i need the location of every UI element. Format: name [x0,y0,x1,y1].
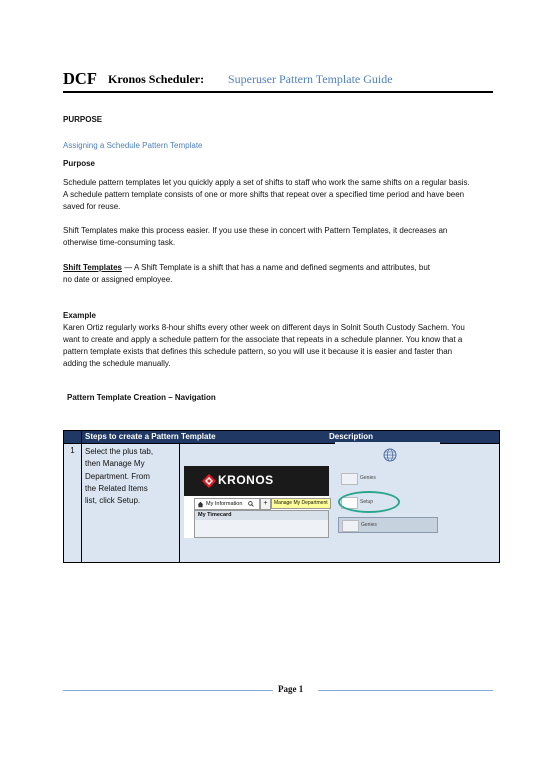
example-line: pattern template exists that defines this schedule pattern, so you will use it because it is easier and faster than [63,347,453,356]
my-timecard-panel [194,510,329,538]
footer-rule-right [318,690,493,691]
step-number: 1 [70,446,75,455]
paragraph1-line: saved for reuse. [63,202,121,211]
example-line: Karen Ortiz regularly works 8-hour shifts every other week on different days in Solnit South Custody Sachem. You [63,323,465,332]
paragraph1-line: Schedule pattern templates let you quickly apply a set of shifts to staff who work the same shifts on a regular basis. [63,178,470,187]
shift-templates-definition [63,262,430,274]
globe-icon [383,448,397,462]
shift-templates-term: Shift Templates [63,263,122,272]
shift-templates-line2: no date or assigned employee. [63,275,173,284]
step-number-cell [64,444,82,563]
page-number: Page 1 [278,684,304,694]
related-item-label: Setup [360,499,374,505]
header-product: Kronos Scheduler: [108,72,205,86]
table-header-blank [64,431,82,444]
tab-my-information-label: My Information [206,501,243,507]
table-header-steps: Steps to create a Pattern Template [85,432,216,441]
header-org: DCF [63,69,97,88]
step-text-cell [82,444,180,563]
example-heading: Example [63,311,96,320]
footer-rule-left [63,690,273,691]
related-item-label: Genies [361,522,377,528]
related-item-label: Genies [360,475,376,481]
table-header-description: Description [329,432,374,441]
section-link[interactable]: Assigning a Schedule Pattern Template [63,141,203,150]
plus-tab[interactable]: + [260,498,271,510]
kronos-logo-text: KRONOS [218,473,274,487]
example-line: adding the schedule manually. [63,359,171,368]
navigation-heading: Pattern Template Creation – Navigation [67,393,216,402]
example-line: want to create and apply a schedule pattern for the associate that repeats in a schedule planner. You know that a [63,335,463,344]
related-item-genies-selected[interactable] [338,517,438,533]
paragraph1-line: A schedule pattern template consists of one or more shifts that repeat over a specified time period and have been [63,190,465,199]
kronos-screenshot [184,466,329,538]
header-subtitle: Superuser Pattern Template Guide [228,72,393,86]
tab-my-information[interactable] [194,498,260,510]
manage-my-department-tooltip[interactable]: Manage My Department [271,498,331,509]
related-item-genies[interactable] [338,471,436,485]
home-icon [197,501,204,508]
header-rule [63,91,493,93]
purpose-subheading: Purpose [63,159,96,168]
purpose-heading: PURPOSE [63,115,103,124]
genies-icon [341,473,358,485]
related-items-panel [335,442,440,537]
document-header [63,69,493,89]
paragraph2-line: Shift Templates make this process easier. If you use these in concert with Pattern Templates, it decreases an [63,226,448,235]
step-text: Select the plus tab, then Manage My Department. From the Related Items list, click Setup. [85,447,154,506]
shift-templates-text: — A Shift Template is a shift that has a name and defined segments and attributes, but [121,263,431,272]
my-timecard-title: My Timecard [195,511,328,520]
paragraph2-line: otherwise time-consuming task. [63,238,176,247]
search-icon [248,501,254,507]
kronos-header-bar [184,466,329,496]
kronos-logo-icon [202,474,216,488]
setup-highlight-ring [338,491,400,513]
genies-icon [342,520,359,532]
